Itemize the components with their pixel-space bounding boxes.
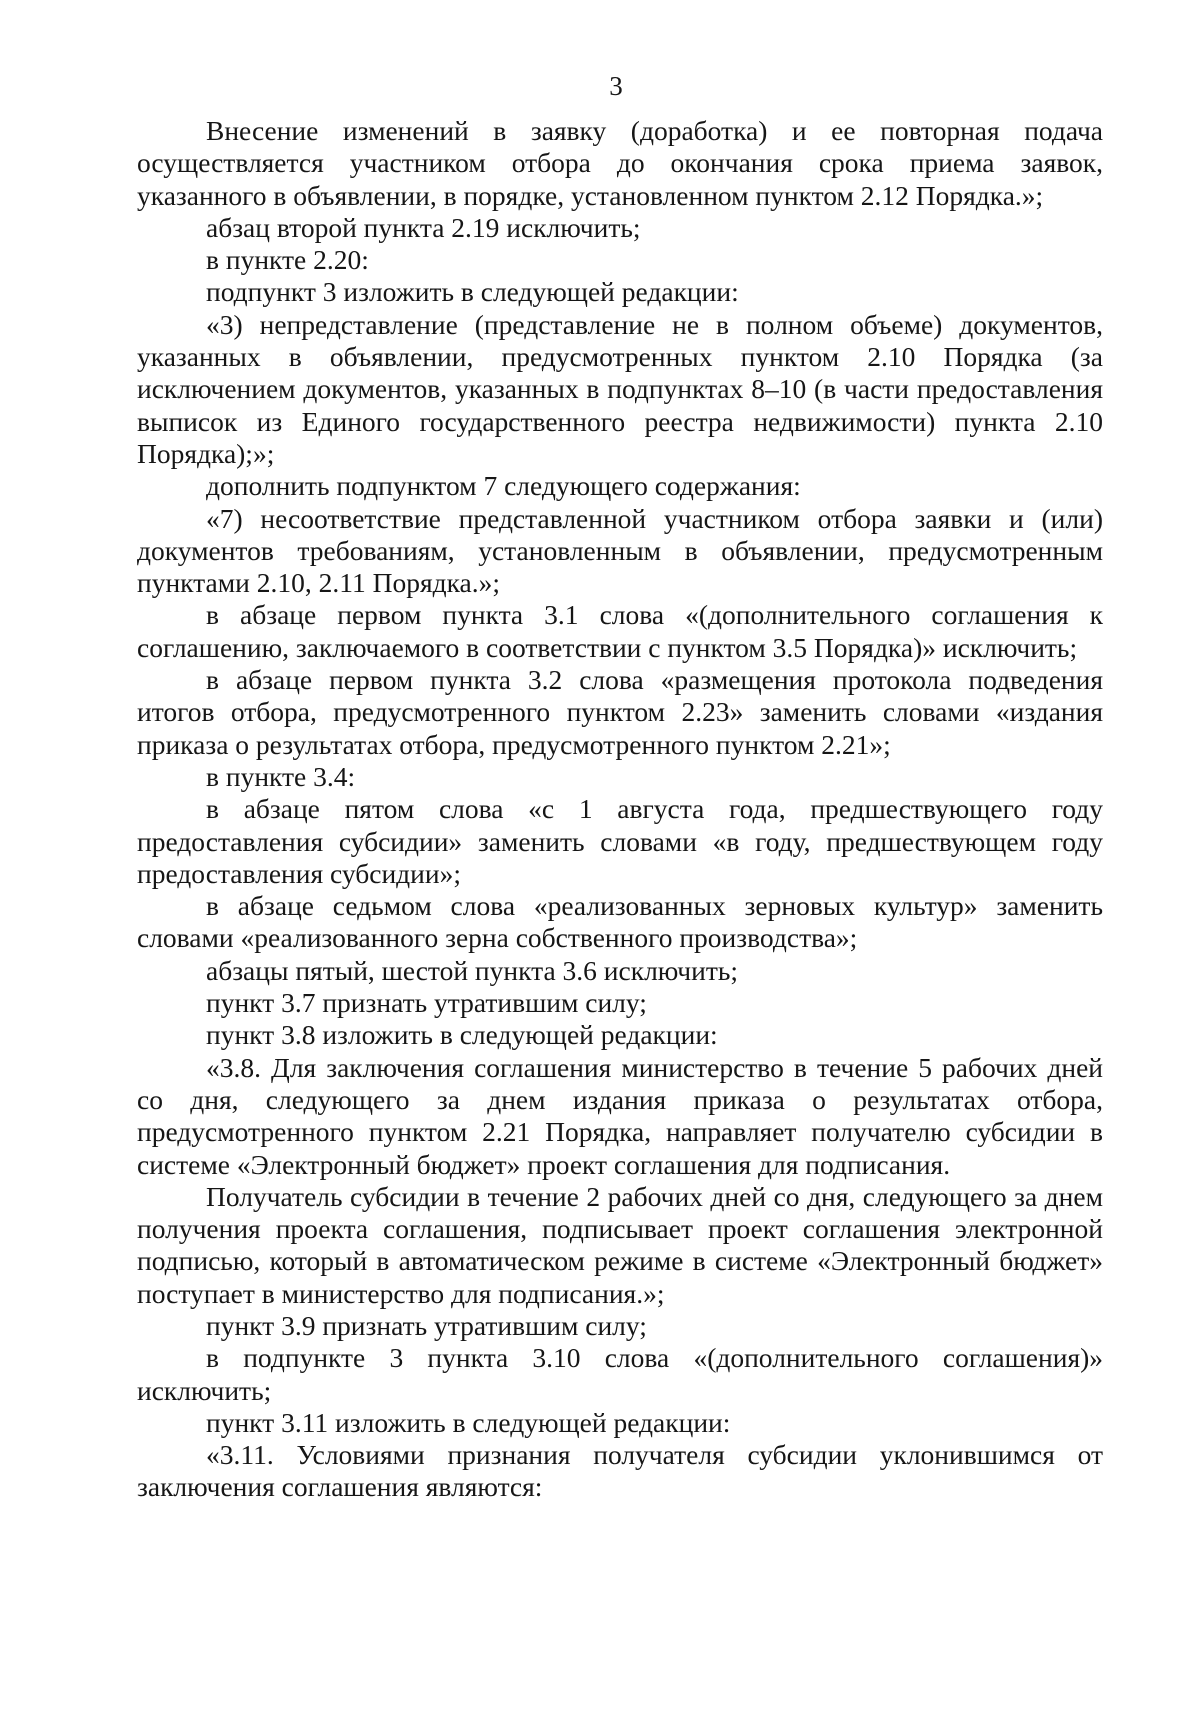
paragraph-20: пункт 3.11 изложить в следующей редакции: — [206, 1406, 731, 1438]
paragraph-14: пункт 3.7 признать утратившим силу; — [206, 987, 647, 1019]
paragraph-1: Внесение изменений в заявку (доработка) и ее повторная подача осуществляется участником отбора до окончания срока приема заявок, указанного в объявлении, в порядке, установленном пунктом 2.12 Порядка.»; — [137, 115, 1103, 211]
page-number: 3 — [609, 71, 623, 101]
paragraph-6: дополнить подпунктом 7 следующего содержания: — [206, 470, 801, 502]
paragraph-2: абзац второй пункта 2.19 исключить; — [206, 211, 641, 243]
paragraph-8: в абзаце первом пункта 3.1 слова «(дополнительного соглашения к соглашению, заключаемого в соответствии с пунктом 3.5 Порядка)» исключить; — [137, 599, 1103, 663]
paragraph-19: в подпункте 3 пункта 3.10 слова «(дополнительного соглашения)» исключить; — [137, 1342, 1103, 1406]
paragraph-12: в абзаце седьмом слова «реализованных зерновых культур» заменить словами «реализованного зерна собственного производства»; — [137, 890, 1103, 954]
paragraph-10: в пункте 3.4: — [206, 760, 356, 792]
paragraph-18: пункт 3.9 признать утратившим силу; — [206, 1309, 647, 1341]
document-body — [137, 115, 1103, 1504]
paragraph-16: «3.8. Для заключения соглашения министерство в течение 5 рабочих дней со дня, следующего за днем издания приказа о результатах отбора, предусмотренного пунктом 2.21 Порядка, направляет получателю субсидии в системе «Электронный бюджет» проект соглашения для подписания. — [137, 1051, 1103, 1180]
paragraph-11: в абзаце пятом слова «с 1 августа года, предшествующего году предоставления субсидии» заменить словами «в году, предшествующем году предоставления субсидии»; — [137, 793, 1103, 889]
paragraph-17: Получатель субсидии в течение 2 рабочих дней со дня, следующего за днем получения проекта соглашения, подписывает проект соглашения электронной подписью, который в автоматическом режиме в системе «Электронный бюджет» поступает в министерство для подписания.»; — [137, 1180, 1103, 1309]
paragraph-9: в абзаце первом пункта 3.2 слова «размещения протокола подведения итогов отбора, предусмотренного пунктом 2.23» заменить словами «издания приказа о результатах отбора, предусмотренного пунктом 2.21»; — [137, 664, 1103, 760]
paragraph-15: пункт 3.8 изложить в следующей редакции: — [206, 1019, 718, 1051]
paragraph-13: абзацы пятый, шестой пункта 3.6 исключить; — [206, 954, 739, 986]
paragraph-21: «3.11. Условиями признания получателя субсидии уклонившимся от заключения соглашения являются: — [137, 1439, 1103, 1503]
paragraph-7: «7) несоответствие представленной участником отбора заявки и (или) документов требованиям, установленным в объявлении, предусмотренным пунктами 2.10, 2.11 Порядка.»; — [137, 502, 1103, 599]
paragraph-5: «3) непредставление (представление не в полном объеме) документов, указанных в объявлении, предусмотренных пунктом 2.10 Порядка (за исключением документов, указанных в подпунктах 8–10 (в части предоставления выписок из Единого государственного реестра недвижимости) пункта 2.10 Порядка);»; — [137, 308, 1103, 469]
paragraph-4: подпункт 3 изложить в следующей редакции: — [206, 276, 739, 308]
paragraph-3: в пункте 2.20: — [206, 244, 369, 276]
